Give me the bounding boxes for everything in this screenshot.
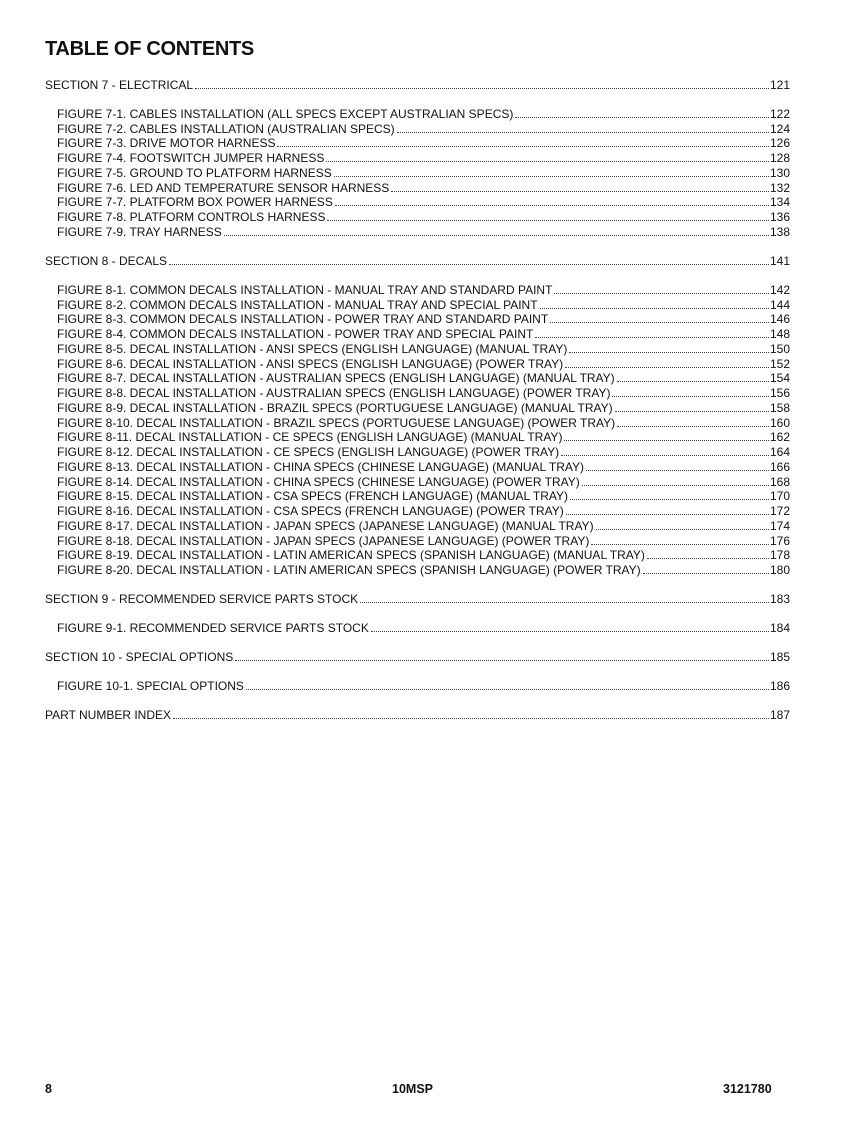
toc-entry-title: FIGURE 8-7. DECAL INSTALLATION - AUSTRALIAN SPECS (ENGLISH LANGUAGE) (MANUAL TRAY) (57, 371, 615, 386)
dot-leader (246, 689, 769, 690)
toc-entry-page: 121 (769, 78, 790, 92)
toc-entry-page: 152 (769, 356, 790, 371)
toc-entry-title: FIGURE 8-9. DECAL INSTALLATION - BRAZIL SPECS (PORTUGUESE LANGUAGE) (MANUAL TRAY) (57, 400, 613, 415)
toc-figure-entry[interactable] (45, 504, 790, 519)
toc-figure-entry[interactable] (45, 679, 790, 694)
toc-entry-page: 130 (769, 165, 790, 180)
toc-figure-entry[interactable] (45, 166, 790, 181)
toc-section-entry[interactable] (45, 650, 790, 665)
toc-figure-entry[interactable] (45, 401, 790, 416)
dot-leader (596, 529, 769, 530)
toc-entry-page: 160 (769, 415, 790, 430)
toc-figure-entry[interactable] (45, 283, 790, 298)
toc-figure-entry[interactable] (45, 342, 790, 357)
footer-page-number: 8 (45, 1082, 52, 1096)
dot-leader (397, 132, 769, 133)
dot-leader (169, 264, 769, 265)
dot-leader (582, 485, 769, 486)
dot-leader (617, 426, 769, 427)
toc-entry-page: 184 (769, 621, 790, 635)
toc-entry-page: 154 (769, 371, 790, 386)
toc-entry-page: 126 (769, 136, 790, 151)
toc-figure-entry[interactable] (45, 181, 790, 196)
toc-entry-title: FIGURE 8-15. DECAL INSTALLATION - CSA SPECS (FRENCH LANGUAGE) (MANUAL TRAY) (57, 489, 568, 504)
toc-entry-title: PART NUMBER INDEX (45, 708, 172, 723)
toc-entry-page: 122 (769, 106, 790, 121)
toc-entry-title: SECTION 8 - DECALS (45, 254, 168, 268)
toc-section-entry[interactable] (45, 78, 790, 93)
dot-leader (569, 352, 769, 353)
toc-entry-title: FIGURE 8-13. DECAL INSTALLATION - CHINA SPECS (CHINESE LANGUAGE) (MANUAL TRAY) (57, 459, 584, 474)
toc-figure-entry[interactable] (45, 210, 790, 225)
toc-section-entry[interactable] (45, 708, 790, 723)
toc-entry-page: 148 (769, 327, 790, 341)
dot-leader (195, 88, 769, 89)
toc-entry-title: FIGURE 8-12. DECAL INSTALLATION - CE SPECS (ENGLISH LANGUAGE) (POWER TRAY) (57, 445, 560, 459)
toc-figure-entry[interactable] (45, 312, 790, 327)
toc-entry-page: 170 (769, 489, 790, 504)
dot-leader (391, 191, 769, 192)
toc-entry-page: 150 (769, 341, 790, 356)
dot-leader (554, 293, 769, 294)
footer-model: 10MSP (392, 1082, 433, 1096)
toc-entry-title: FIGURE 7-7. PLATFORM BOX POWER HARNESS (57, 195, 333, 210)
toc-entry-title: FIGURE 8-2. COMMON DECALS INSTALLATION - MANUAL TRAY AND SPECIAL PAINT (57, 297, 538, 312)
toc-entry-title: SECTION 7 - ELECTRICAL (45, 78, 194, 92)
toc-entry-title: FIGURE 7-6. LED AND TEMPERATURE SENSOR HARNESS (57, 180, 390, 195)
toc-figure-entry[interactable] (45, 357, 790, 372)
toc-figure-entry[interactable] (45, 107, 790, 122)
dot-leader (617, 381, 769, 382)
toc-figure-entry[interactable] (45, 416, 790, 431)
toc-entry-title: FIGURE 7-1. CABLES INSTALLATION (ALL SPECS EXCEPT AUSTRALIAN SPECS) (57, 106, 514, 121)
toc-figure-entry[interactable] (45, 534, 790, 549)
toc-figure-entry[interactable] (45, 519, 790, 534)
dot-leader (647, 558, 769, 559)
toc-entry-page: 176 (769, 533, 790, 548)
toc-entry-page: 164 (769, 445, 790, 459)
toc-entry-page: 136 (769, 210, 790, 224)
toc-entry-page: 185 (769, 650, 790, 665)
dot-leader (224, 235, 769, 236)
toc-entry-page: 142 (769, 282, 790, 297)
toc-entry-title: FIGURE 10-1. SPECIAL OPTIONS (57, 679, 244, 693)
dot-leader (561, 455, 769, 456)
toc-entry-page: 166 (769, 459, 790, 474)
toc-entry-page: 158 (769, 400, 790, 415)
toc-entry-page: 174 (769, 518, 790, 533)
toc-entry-title: FIGURE 9-1. RECOMMENDED SERVICE PARTS STOCK (57, 621, 369, 635)
toc-entry-title: FIGURE 8-17. DECAL INSTALLATION - JAPAN SPECS (JAPANESE LANGUAGE) (MANUAL TRAY) (57, 518, 594, 533)
toc-entry-page: 128 (769, 151, 790, 165)
dot-leader (326, 161, 769, 162)
toc-figure-entry[interactable] (45, 151, 790, 166)
dot-leader (612, 396, 769, 397)
dot-leader (564, 440, 769, 441)
dot-leader (570, 499, 769, 500)
toc-figure-entry[interactable] (45, 371, 790, 386)
toc-entry-title: FIGURE 8-4. COMMON DECALS INSTALLATION - POWER TRAY AND SPECIAL PAINT (57, 327, 534, 341)
toc-entry-page: 183 (769, 592, 790, 607)
toc-entry-title: FIGURE 8-5. DECAL INSTALLATION - ANSI SPECS (ENGLISH LANGUAGE) (MANUAL TRAY) (57, 341, 568, 356)
toc-entry-page: 187 (769, 708, 790, 723)
toc-entry-page: 156 (769, 386, 790, 400)
toc-entry-title: FIGURE 8-11. DECAL INSTALLATION - CE SPECS (ENGLISH LANGUAGE) (MANUAL TRAY) (57, 430, 563, 445)
toc-entry-page: 138 (769, 224, 790, 239)
toc-section-entry[interactable] (45, 254, 790, 269)
toc-entry-page: 186 (769, 679, 790, 693)
toc-entry-title: FIGURE 7-3. DRIVE MOTOR HARNESS (57, 136, 276, 151)
toc-figure-entry[interactable] (45, 489, 790, 504)
page-title: TABLE OF CONTENTS (45, 38, 254, 60)
toc-entry-page: 144 (769, 297, 790, 312)
dot-leader (615, 411, 769, 412)
toc-entry-page: 132 (769, 180, 790, 195)
toc-entry-title: FIGURE 7-2. CABLES INSTALLATION (AUSTRALIAN SPECS) (57, 121, 395, 136)
toc-entry-title: FIGURE 8-16. DECAL INSTALLATION - CSA SPECS (FRENCH LANGUAGE) (POWER TRAY) (57, 504, 564, 518)
toc-entry-title: SECTION 10 - SPECIAL OPTIONS (45, 650, 234, 665)
toc-entry-title: FIGURE 7-9. TRAY HARNESS (57, 224, 222, 239)
toc-figure-entry[interactable] (45, 122, 790, 137)
toc-entry-title: FIGURE 8-1. COMMON DECALS INSTALLATION - MANUAL TRAY AND STANDARD PAINT (57, 282, 553, 297)
toc-entry-title: SECTION 9 - RECOMMENDED SERVICE PARTS STOCK (45, 592, 359, 607)
toc-figure-entry[interactable] (45, 548, 790, 563)
toc-figure-entry[interactable] (45, 563, 790, 578)
toc-figure-entry[interactable] (45, 327, 790, 342)
dot-leader (334, 176, 769, 177)
dot-leader (565, 367, 769, 368)
toc-figure-entry[interactable] (45, 445, 790, 460)
toc-entry-title: FIGURE 8-19. DECAL INSTALLATION - LATIN AMERICAN SPECS (SPANISH LANGUAGE) (MANUAL TRAY) (57, 548, 645, 563)
dot-leader (586, 470, 769, 471)
dot-leader (327, 220, 768, 221)
toc-figure-entry[interactable] (45, 136, 790, 151)
toc-entry-title: FIGURE 8-20. DECAL INSTALLATION - LATIN AMERICAN SPECS (SPANISH LANGUAGE) (POWER TRAY) (57, 563, 641, 577)
toc-figure-entry[interactable] (45, 386, 790, 401)
dot-leader (371, 631, 769, 632)
dot-leader (550, 322, 769, 323)
dot-leader (335, 205, 769, 206)
toc-figure-entry[interactable] (45, 195, 790, 210)
toc-figure-entry[interactable] (45, 460, 790, 475)
dot-leader (540, 308, 769, 309)
dot-leader (360, 602, 769, 603)
toc-entry-page: 162 (769, 430, 790, 445)
toc-entry-page: 146 (769, 312, 790, 327)
toc-entry-page: 172 (769, 504, 790, 518)
toc-entry-title: FIGURE 7-8. PLATFORM CONTROLS HARNESS (57, 210, 326, 224)
toc-entry-title: FIGURE 8-6. DECAL INSTALLATION - ANSI SPECS (ENGLISH LANGUAGE) (POWER TRAY) (57, 356, 564, 371)
toc-section-entry[interactable] (45, 592, 790, 607)
toc-entry-page: 124 (769, 121, 790, 136)
toc-entry-title: FIGURE 8-10. DECAL INSTALLATION - BRAZIL SPECS (PORTUGUESE LANGUAGE) (POWER TRAY) (57, 415, 616, 430)
dot-leader (235, 660, 769, 661)
toc-entry-title: FIGURE 8-14. DECAL INSTALLATION - CHINA SPECS (CHINESE LANGUAGE) (POWER TRAY) (57, 474, 580, 489)
toc-entry-page: 168 (769, 474, 790, 489)
dot-leader (566, 514, 769, 515)
toc-entry-title: FIGURE 7-4. FOOTSWITCH JUMPER HARNESS (57, 151, 325, 165)
toc-entry-page: 180 (769, 563, 790, 577)
footer-doc-number: 3121780 (723, 1082, 772, 1096)
toc-entry-title: FIGURE 8-18. DECAL INSTALLATION - JAPAN SPECS (JAPANESE LANGUAGE) (POWER TRAY) (57, 533, 590, 548)
toc-entry-page: 178 (769, 548, 790, 563)
dot-leader (515, 117, 769, 118)
dot-leader (643, 573, 769, 574)
dot-leader (173, 718, 769, 719)
toc-entry-title: FIGURE 8-8. DECAL INSTALLATION - AUSTRALIAN SPECS (ENGLISH LANGUAGE) (POWER TRAY) (57, 386, 611, 400)
toc-entry-title: FIGURE 8-3. COMMON DECALS INSTALLATION - POWER TRAY AND STANDARD PAINT (57, 312, 549, 327)
toc-entry-page: 141 (769, 254, 790, 268)
toc-figure-entry[interactable] (45, 225, 790, 240)
dot-leader (535, 337, 769, 338)
toc-figure-entry[interactable] (45, 475, 790, 490)
toc-figure-entry[interactable] (45, 298, 790, 313)
toc-figure-entry[interactable] (45, 430, 790, 445)
table-of-contents (45, 78, 790, 723)
toc-figure-entry[interactable] (45, 621, 790, 636)
dot-leader (591, 544, 769, 545)
dot-leader (277, 146, 768, 147)
toc-entry-page: 134 (769, 195, 790, 210)
toc-entry-title: FIGURE 7-5. GROUND TO PLATFORM HARNESS (57, 165, 332, 180)
